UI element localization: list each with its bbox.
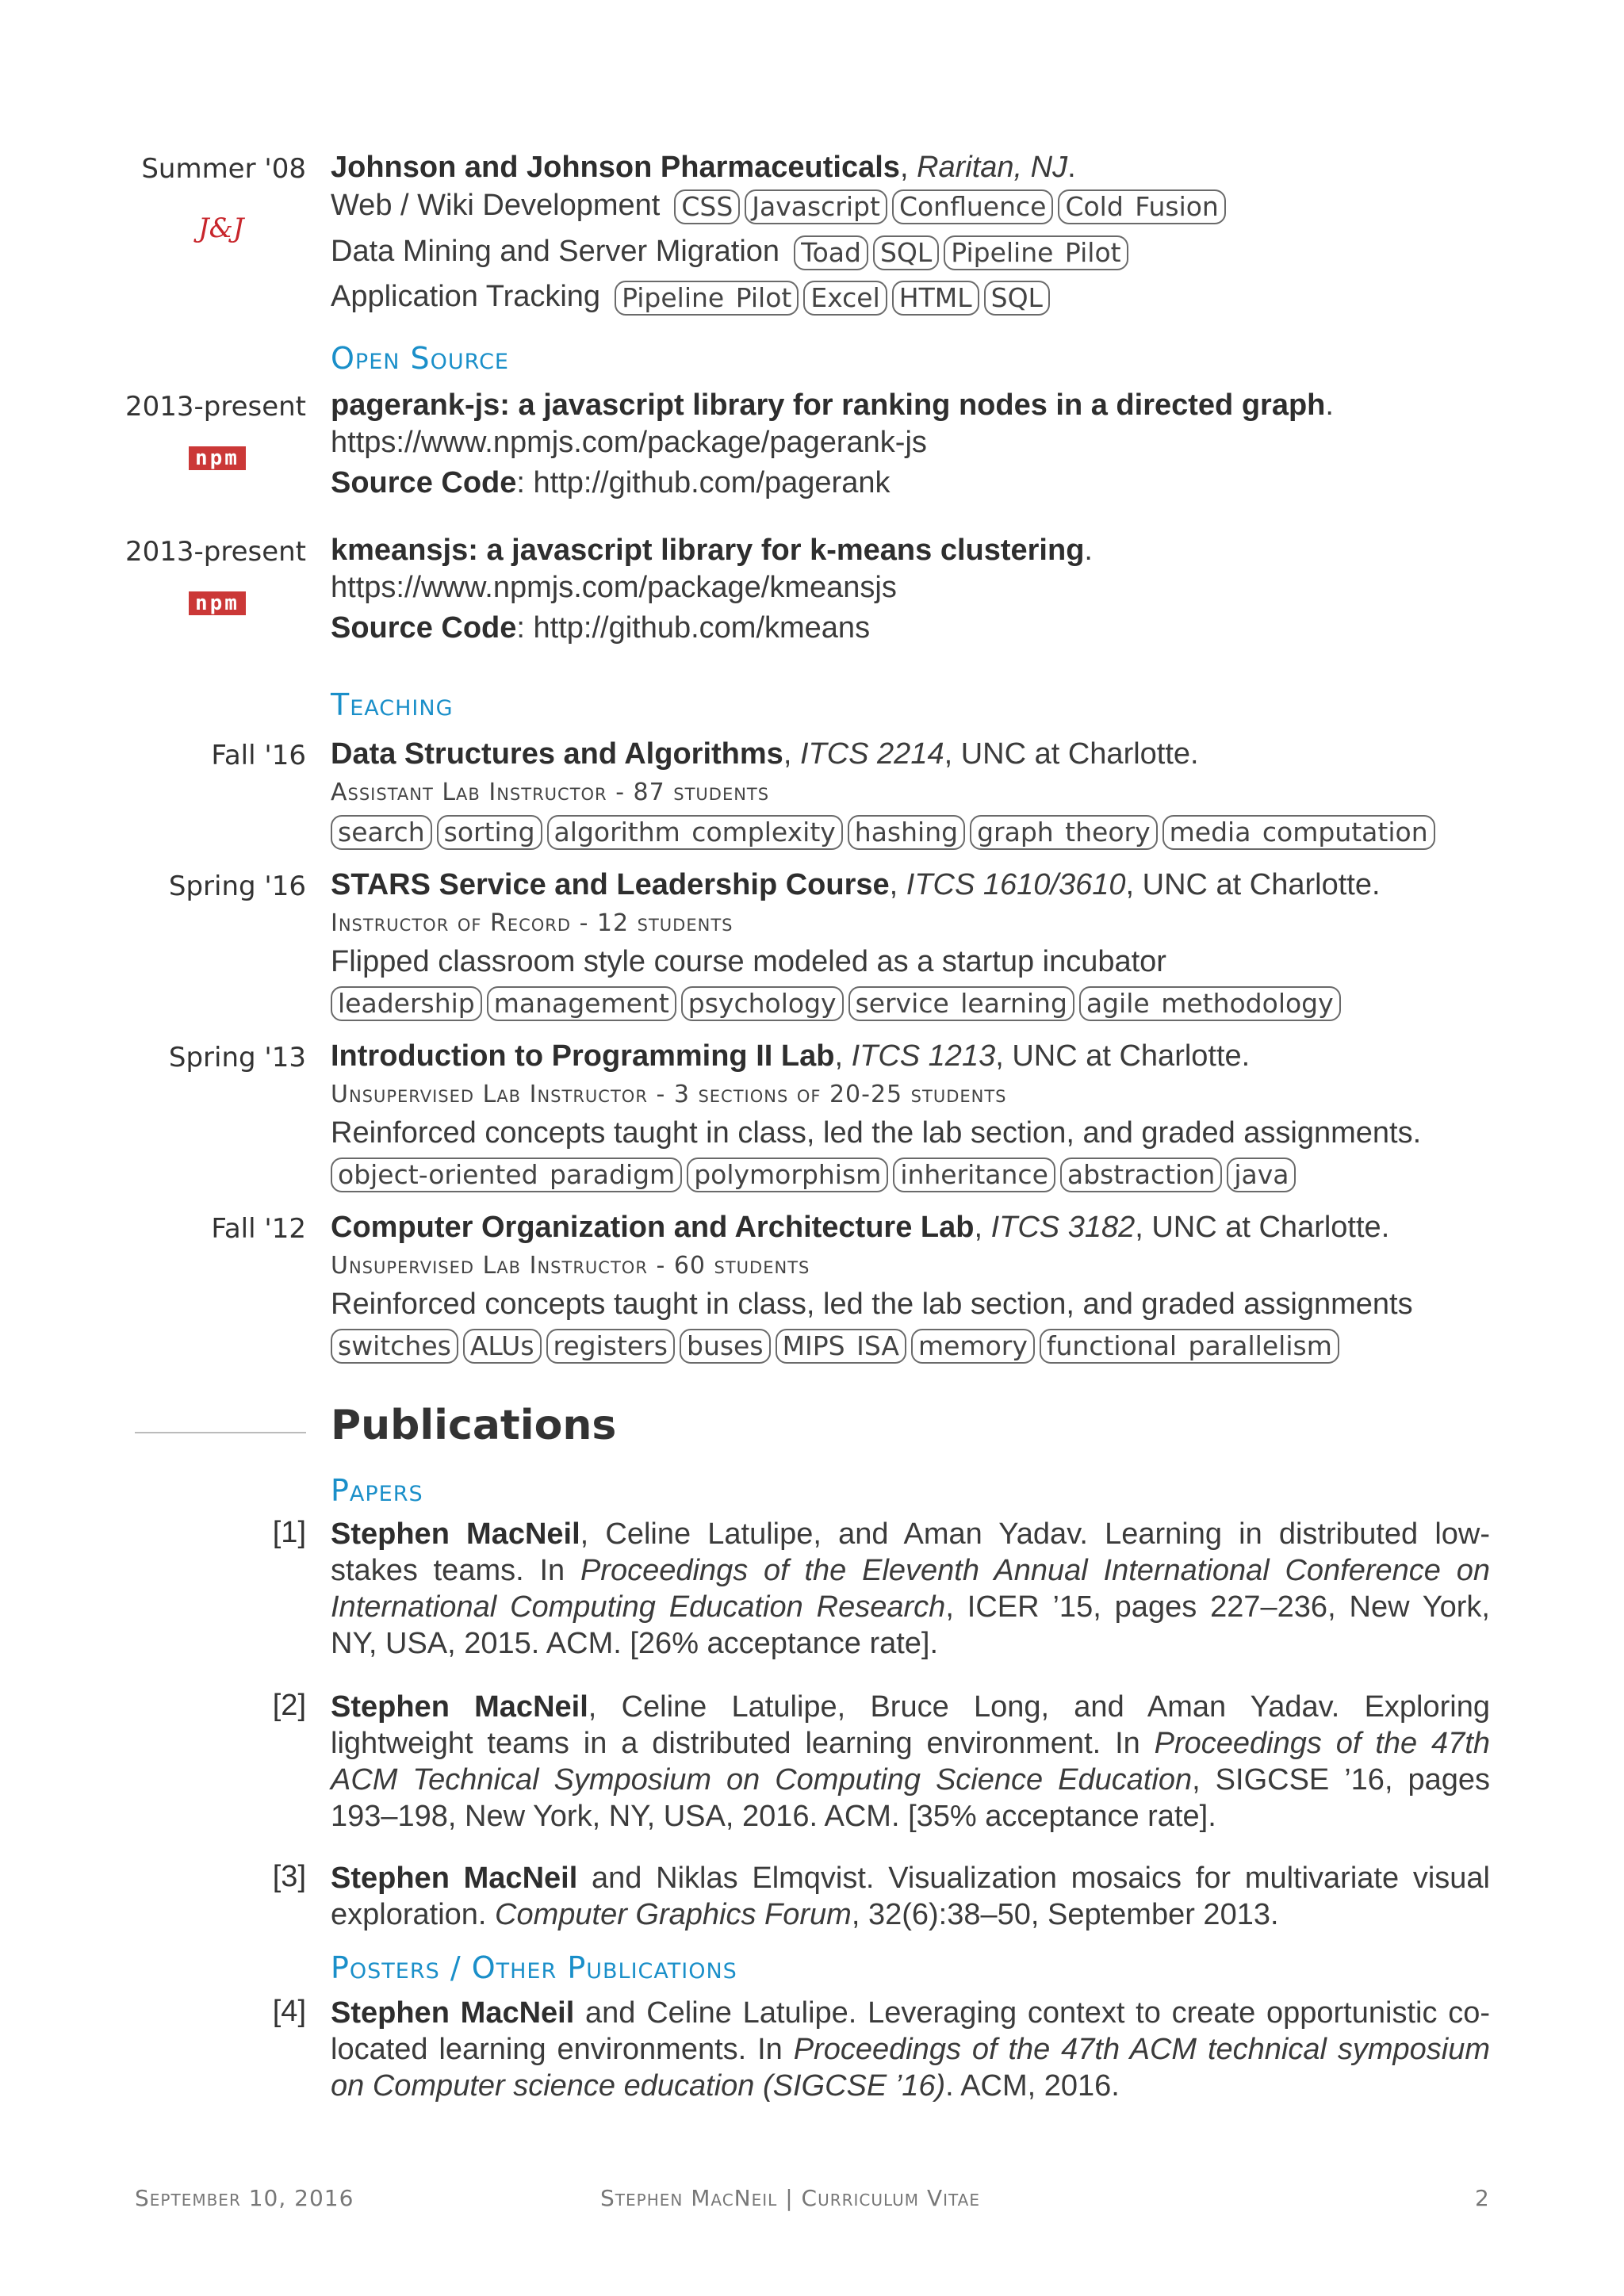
experience-row — [331, 189, 1226, 224]
course-role: Unsupervised Lab Instructor - 60 students — [331, 1252, 810, 1280]
pub-venue: Proceedings of the 47th ACM technical symposium on Computer science education (SIGCSE ’16) — [331, 2033, 1490, 2103]
entry-date: 2013-present — [124, 536, 306, 568]
tag: SQL — [873, 235, 939, 270]
project-source: Source Code: http://github.com/kmeans — [331, 611, 871, 645]
tag: buses — [680, 1329, 771, 1364]
subsection-heading: Posters / Other Publications — [331, 1950, 737, 1985]
entry-date: Fall '16 — [211, 740, 306, 771]
tag: graph theory — [970, 815, 1158, 850]
pub-citation: Stephen MacNeil, Celine Latulipe, Bruce Long, and Aman Yadav. Exploring lightweight teams in a distributed learning environment. In Proceedings of the 47th ACM Technical Symposium on Computing Science Education, SIGCSE ’16, pages 193–198, New York, NY, USA, 2016. ACM. [35% acceptance rate]. — [331, 1690, 1490, 1833]
tag: hashing — [848, 815, 965, 850]
pub-venue: Proceedings of the 47th ACM Technical Symposium on Computing Science Education — [331, 1727, 1490, 1797]
tag: psychology — [681, 986, 844, 1021]
tag: media computation — [1162, 815, 1435, 850]
pub-author: Stephen MacNeil — [331, 1996, 575, 2030]
tag: Pipeline Pilot — [615, 281, 799, 316]
course-description: Reinforced concepts taught in class, led the lab section, and graded assignments — [331, 1288, 1413, 1321]
tag: functional parallelism — [1040, 1329, 1339, 1364]
tag: HTML — [892, 281, 979, 316]
entry-date: Spring '13 — [168, 1042, 306, 1073]
pub-author: Stephen MacNeil — [331, 1690, 588, 1724]
tag: Toad — [794, 235, 868, 270]
subsection-heading: Teaching — [331, 687, 454, 722]
tag: algorithm complexity — [547, 815, 843, 850]
pub-citation: Stephen MacNeil and Celine Latulipe. Leveraging context to create opportunistic co-located learning environments. In Proceedings of the 47th ACM technical symposium on Computer science education (SIGCSE ’16). ACM, 2016. — [331, 1996, 1490, 2103]
tag: registers — [546, 1329, 675, 1364]
tag-list — [331, 1158, 1296, 1192]
tag: java — [1227, 1158, 1296, 1192]
tag-list — [331, 986, 1341, 1021]
pub-author: Stephen MacNeil — [331, 1862, 578, 1895]
org-location: Raritan, NJ — [917, 151, 1068, 184]
course-heading: Data Structures and Algorithms, ITCS 2214, UNC at Charlotte. — [331, 737, 1199, 771]
course-description: Reinforced concepts taught in class, led the lab section, and graded assignments. — [331, 1116, 1422, 1150]
tag: SQL — [984, 281, 1050, 316]
pub-number: [3] — [272, 1860, 306, 1893]
tag-list — [331, 1329, 1339, 1364]
entry-heading: Johnson and Johnson Pharmaceuticals, Raritan, NJ. — [331, 151, 1076, 184]
tag-list — [794, 235, 1128, 270]
tag: service learning — [848, 986, 1074, 1021]
pub-number: [1] — [272, 1516, 306, 1549]
page-number: 2 — [1475, 2185, 1490, 2211]
project-source: Source Code: http://github.com/pagerank — [331, 466, 891, 499]
tag: leadership — [331, 986, 482, 1021]
tag: memory — [911, 1329, 1035, 1364]
tag: CSS — [674, 189, 740, 224]
course-heading: Computer Organization and Architecture Lab, ITCS 3182, UNC at Charlotte. — [331, 1211, 1390, 1244]
project-title: kmeansjs: a javascript library for k-means clustering. — [331, 534, 1093, 567]
npm-logo-icon: npm — [189, 591, 246, 615]
tag-list — [331, 815, 1435, 850]
tag: Pipeline Pilot — [944, 235, 1128, 270]
source-link[interactable]: http://github.com/kmeans — [533, 611, 871, 645]
entry-date: Spring '16 — [168, 871, 306, 902]
course-heading: STARS Service and Leadership Course, ITCS 1610/3610, UNC at Charlotte. — [331, 868, 1381, 901]
entry-date: Fall '12 — [211, 1213, 306, 1245]
tag: agile methodology — [1079, 986, 1341, 1021]
subsection-heading: Papers — [331, 1473, 423, 1508]
tag: ALUs — [463, 1329, 542, 1364]
pub-author: Stephen MacNeil — [331, 1517, 580, 1551]
pub-venue: Computer Graphics Forum — [495, 1898, 852, 1931]
experience-row — [331, 280, 1050, 316]
jnj-logo-icon: J&J — [198, 212, 244, 244]
pub-citation: Stephen MacNeil, Celine Latulipe, and Aman Yadav. Learning in distributed low-stakes teams. In Proceedings of the Eleventh Annual International Conference on International Computing Education Research, ICER ’15, pages 227–236, New York, NY, USA, 2015. ACM. [26% acceptance rate]. — [331, 1517, 1490, 1660]
tag: polymorphism — [687, 1158, 888, 1192]
project-url[interactable]: https://www.npmjs.com/package/pagerank-js — [331, 426, 927, 459]
tag: Excel — [803, 281, 887, 316]
experience-row — [331, 235, 1128, 270]
row-label: Web / Wiki Development — [331, 189, 661, 222]
project-title: pagerank-js: a javascript library for ranking nodes in a directed graph. — [331, 388, 1334, 422]
project-url[interactable]: https://www.npmjs.com/package/kmeansjs — [331, 571, 897, 604]
tag: MIPS ISA — [776, 1329, 906, 1364]
entry-date: Summer '08 — [141, 153, 306, 185]
course-role: Unsupervised Lab Instructor - 3 sections of 20-25 students — [331, 1081, 1007, 1108]
section-title: Publications — [331, 1402, 617, 1449]
tag: search — [331, 815, 432, 850]
tag: Cold Fusion — [1058, 189, 1225, 224]
course-heading: Introduction to Programming II Lab, ITCS 1213, UNC at Charlotte. — [331, 1039, 1251, 1073]
tag: inheritance — [893, 1158, 1055, 1192]
tag: switches — [331, 1329, 458, 1364]
tag-list — [674, 189, 1226, 224]
pub-number: [4] — [272, 1995, 306, 2028]
course-role: Assistant Lab Instructor - 87 students — [331, 779, 770, 806]
footer-date: September 10, 2016 — [135, 2185, 354, 2211]
row-label: Data Mining and Server Migration — [331, 235, 780, 268]
subsection-heading: Open Source — [331, 341, 509, 376]
tag-list — [615, 281, 1050, 316]
tag: object-oriented paradigm — [331, 1158, 682, 1192]
tag: sorting — [437, 815, 542, 850]
org-name: Johnson and Johnson Pharmaceuticals — [331, 151, 900, 184]
tag: management — [487, 986, 676, 1021]
course-role: Instructor of Record - 12 students — [331, 909, 733, 937]
course-description: Flipped classroom style course modeled as a startup incubator — [331, 945, 1166, 978]
row-label: Application Tracking — [331, 280, 601, 313]
section-rule — [135, 1432, 306, 1433]
entry-date: 2013-present — [124, 391, 306, 423]
source-link[interactable]: http://github.com/pagerank — [533, 466, 891, 499]
footer-title: Stephen MacNeil | Curriculum Vitae — [600, 2185, 980, 2211]
tag: Confluence — [892, 189, 1054, 224]
pub-number: [2] — [272, 1689, 306, 1722]
npm-logo-icon: npm — [189, 446, 246, 470]
tag: Javascript — [745, 189, 887, 224]
pub-citation: Stephen MacNeil and Niklas Elmqvist. Visualization mosaics for multivariate visual exploration. Computer Graphics Forum, 32(6):38–50, September 2013. — [331, 1862, 1490, 1931]
tag: abstraction — [1060, 1158, 1222, 1192]
pub-venue: Proceedings of the Eleventh Annual International Conference on International Computing Education Research — [331, 1554, 1490, 1624]
